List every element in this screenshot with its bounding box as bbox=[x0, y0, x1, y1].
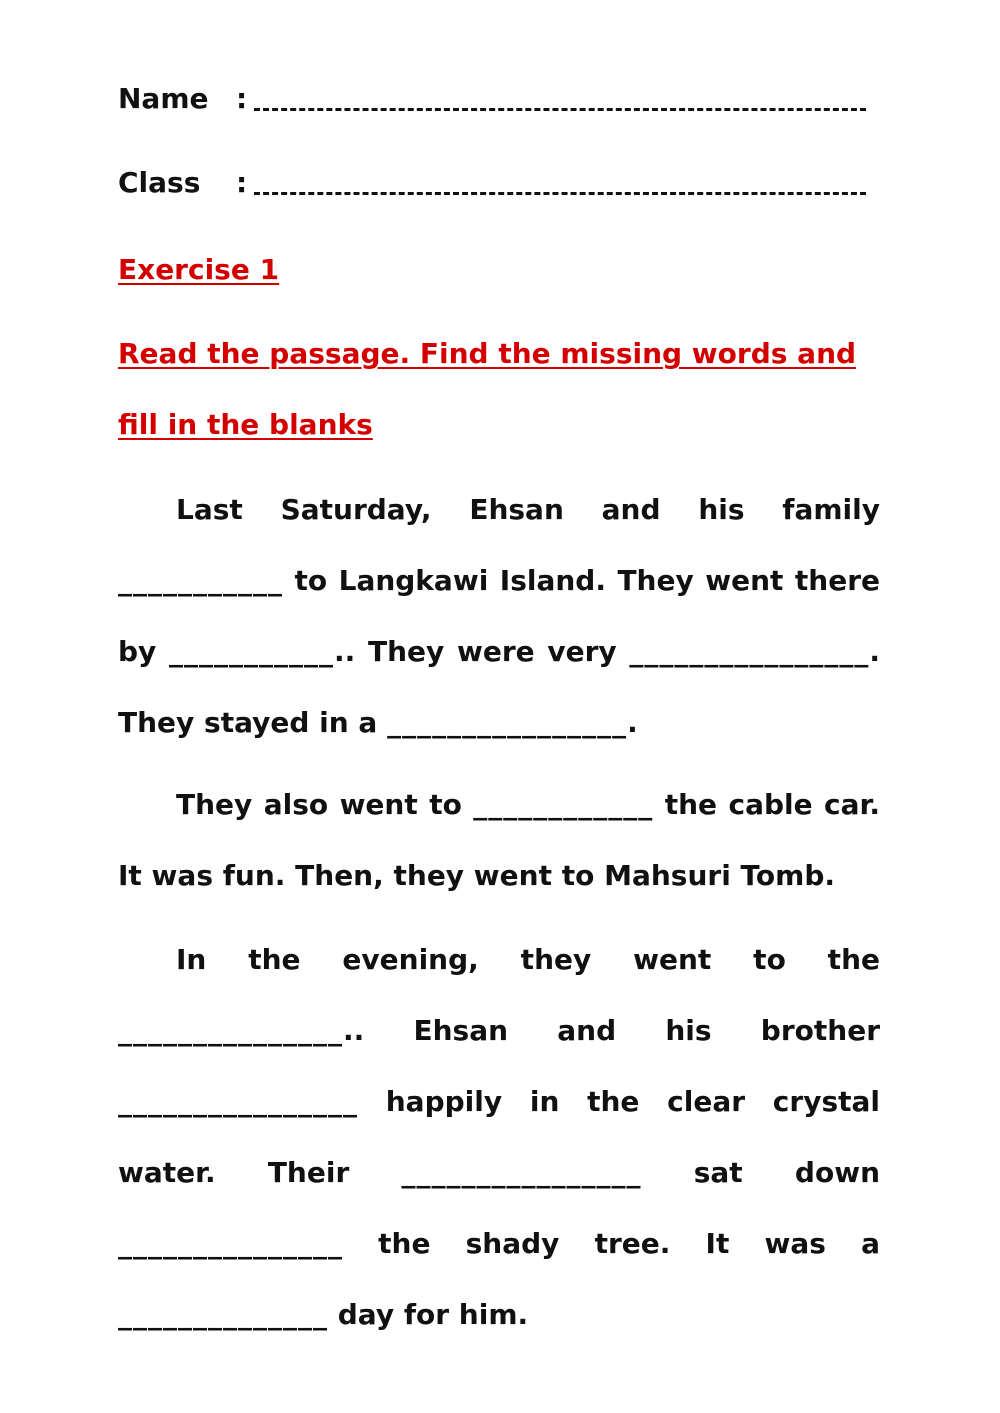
name-field-row bbox=[118, 82, 866, 122]
fill-blank-9[interactable]: _______________ bbox=[118, 1227, 343, 1260]
fill-blank-8[interactable]: ________________ bbox=[401, 1156, 642, 1189]
passage-paragraph-1 bbox=[118, 474, 880, 758]
name-label: Name bbox=[118, 82, 209, 115]
fill-blank-5[interactable]: ____________ bbox=[473, 788, 654, 821]
fill-blank-10[interactable]: ______________ bbox=[118, 1298, 328, 1331]
passage-text: happily in the clear crystal water. Their bbox=[118, 1085, 880, 1189]
class-field-row bbox=[118, 166, 866, 206]
exercise-instruction: Read the passage. Find the missing words and fill in the blanks bbox=[118, 337, 857, 441]
passage-text: day for him. bbox=[328, 1298, 529, 1331]
passage-text: .. They were very bbox=[334, 635, 630, 668]
passage-text: .. Ehsan and his brother bbox=[343, 1014, 880, 1047]
passage-paragraph-3 bbox=[118, 924, 880, 1350]
class-label: Class bbox=[118, 166, 201, 199]
class-input-line[interactable] bbox=[254, 184, 866, 195]
fill-blank-3[interactable]: ________________ bbox=[629, 635, 870, 668]
passage-text: . bbox=[627, 706, 638, 739]
exercise-title: Exercise 1 bbox=[118, 253, 280, 286]
passage-text: the shady tree. It was a bbox=[343, 1227, 880, 1260]
fill-blank-6[interactable]: _______________ bbox=[118, 1014, 343, 1047]
passage-text: They also went to bbox=[176, 788, 474, 821]
passage-text: the cable car. It was fun. Then, they went to Mahsuri Tomb. bbox=[118, 788, 880, 892]
passage-text: sat down bbox=[641, 1156, 880, 1189]
passage-text: In the evening, they went to the bbox=[176, 943, 880, 976]
passage-text: . They stayed in a bbox=[118, 635, 881, 739]
name-input-line[interactable] bbox=[254, 100, 866, 111]
fill-blank-4[interactable]: ________________ bbox=[387, 706, 628, 739]
fill-blank-1[interactable]: ___________ bbox=[118, 564, 283, 597]
class-colon: : bbox=[236, 166, 248, 199]
passage-paragraph-2 bbox=[118, 769, 880, 911]
passage-text: to Langkawi Island. They went there by bbox=[118, 564, 880, 668]
fill-blank-7[interactable]: ________________ bbox=[118, 1085, 358, 1118]
name-colon: : bbox=[236, 82, 248, 115]
fill-blank-2[interactable]: ___________ bbox=[169, 635, 335, 668]
passage-text: Last Saturday, Ehsan and his family bbox=[176, 493, 880, 526]
